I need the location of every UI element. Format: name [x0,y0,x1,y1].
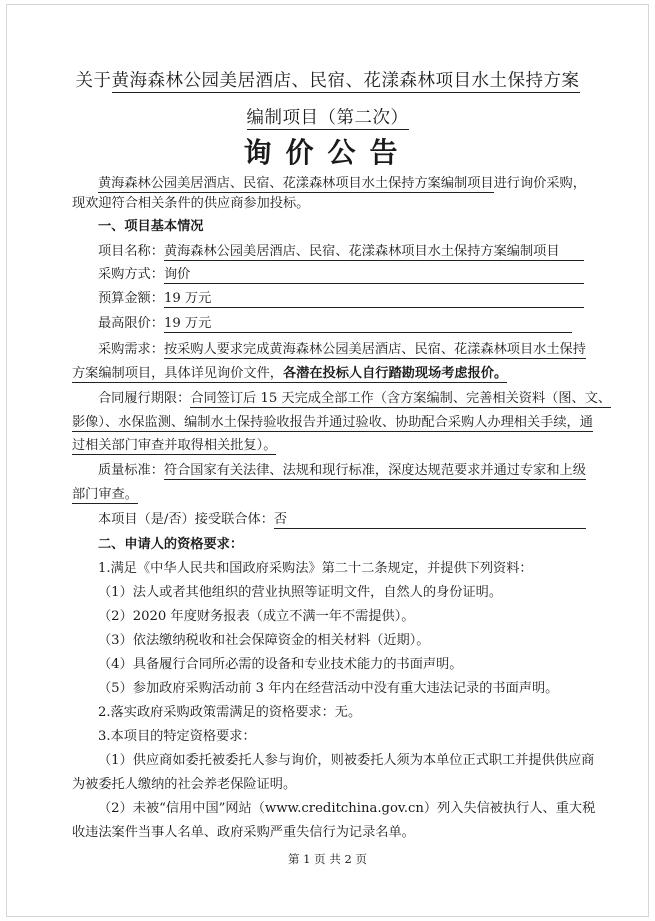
budget-label: 预算金额： [98,291,164,306]
title-prefix: 关于 [75,71,112,91]
requirement-sub5: （5）参加政府采购活动前 3 年内在经营活动中没有重大违法记录的书面声明。 [98,681,559,696]
intro-line2: 现欢迎符合相关条件的供应商参加投标。 [72,196,310,211]
document-title-line1 [0,67,655,92]
quality-line2 [72,487,138,503]
contract-line3 [72,438,276,454]
requirement-item1: 1.满足《中华人民共和国政府采购法》第二十二条规定，并提供下列资料： [98,561,533,576]
intro-project-name: 黄海森林公园美居酒店、民宿、花漾森林项目水土保持方案编制项目 [98,176,494,191]
max-price-row [98,316,572,333]
intro-tail: 进行询价采购， [493,176,586,191]
contract-text-line2: 影像）、水保监测、编制水土保持验收报告并通过验收、协助配合采购人办理相关手续，通 [72,415,593,430]
requirement-sub1: （1）法人或者其他组织的营业执照等证明文件，自然人的身份证明。 [98,585,503,600]
special-req1-line2: 为被委托人缴纳的社会养老保险证明。 [72,777,297,792]
requirement-item2: 2.落实政府采购政策需满足的资格要求：无。 [98,705,362,720]
contract-label: 合同履行期限： [98,391,191,406]
contract-text-line1: 合同签订后 15 天完成全部工作（含方案编制、完善相关资料（图、文、 [190,391,612,406]
project-name-label: 项目名称： [98,244,164,259]
consortium-row [98,512,586,529]
consortium-value: 否 [274,512,586,529]
requirement-sub3: （3）依法缴纳税收和社会保障资金的相关材料（近期）。 [98,633,430,648]
max-price-label: 最高限价： [98,316,164,331]
title-project-suffix: 编制项目（第二次） [246,108,409,128]
contract-text-line3: 过相关部门审查并取得相关批复）。 [72,438,277,453]
demand-line2 [72,366,507,382]
quality-text-line1: 符合国家有关法律、法规和现行标准，深度达规范要求并通过专家和上级 [163,463,586,478]
section2-heading: 二、申请人的资格要求： [98,537,244,552]
announcement-title: 询价公告 [243,136,412,169]
demand-text-line2b: 各潜在投标人自行踏勘现场考虑报价。 [283,366,508,381]
max-price-value: 19 万元 [164,316,572,333]
section1-heading: 一、项目基本情况 [98,219,204,234]
contract-row [98,391,611,407]
special-req1-line1: （1）供应商如委托被委托人参与询价，则被委托人须为本单位正式职工并提供供应商 [98,753,595,768]
special-req2-line1: （2）未被“信用中国”网站（www.creditchina.gov.cn）列入失信被执行人、重大税 [98,801,596,816]
project-name-row [98,244,584,261]
demand-text-line2a: 方案编制项目，具体详见询价文件， [72,366,283,381]
project-name-value: 黄海森林公园美居酒店、民宿、花漾森林项目水土保持方案编制项目 [164,244,584,261]
document-title-line2 [0,104,655,129]
budget-row [98,291,584,308]
method-value: 询价 [164,267,584,284]
contract-line2 [72,415,593,431]
intro-line1 [98,176,586,192]
demand-text-line1: 按采购人要求完成黄海森林公园美居酒店、民宿、花漾森林项目水土保持 [163,342,586,357]
demand-row [98,342,586,358]
demand-label: 采购需求： [98,342,164,357]
quality-label: 质量标准： [98,463,164,478]
quality-row [98,463,586,479]
requirement-sub4: （4）具备履行合同所必需的设备和专业技术能力的书面声明。 [98,657,463,672]
special-req2-line2: 收违法案件当事人名单、政府采购严重失信行为记录名单。 [72,825,415,840]
method-label: 采购方式： [98,267,164,282]
quality-text-line2: 部门审查。 [72,487,138,502]
requirement-item3: 3.本项目的特定资格要求： [98,729,256,744]
title-project-name: 黄海森林公园美居酒店、民宿、花漾森林项目水土保持方案 [111,71,580,91]
requirement-sub2: （2）2020 年度财务报表（成立不满一年不需提供）。 [98,609,415,624]
method-row [98,267,584,284]
consortium-label: 本项目（是/否）接受联合体： [98,512,274,527]
page-footer: 第 1 页 共 2 页 [288,852,367,866]
budget-value: 19 万元 [164,291,584,308]
